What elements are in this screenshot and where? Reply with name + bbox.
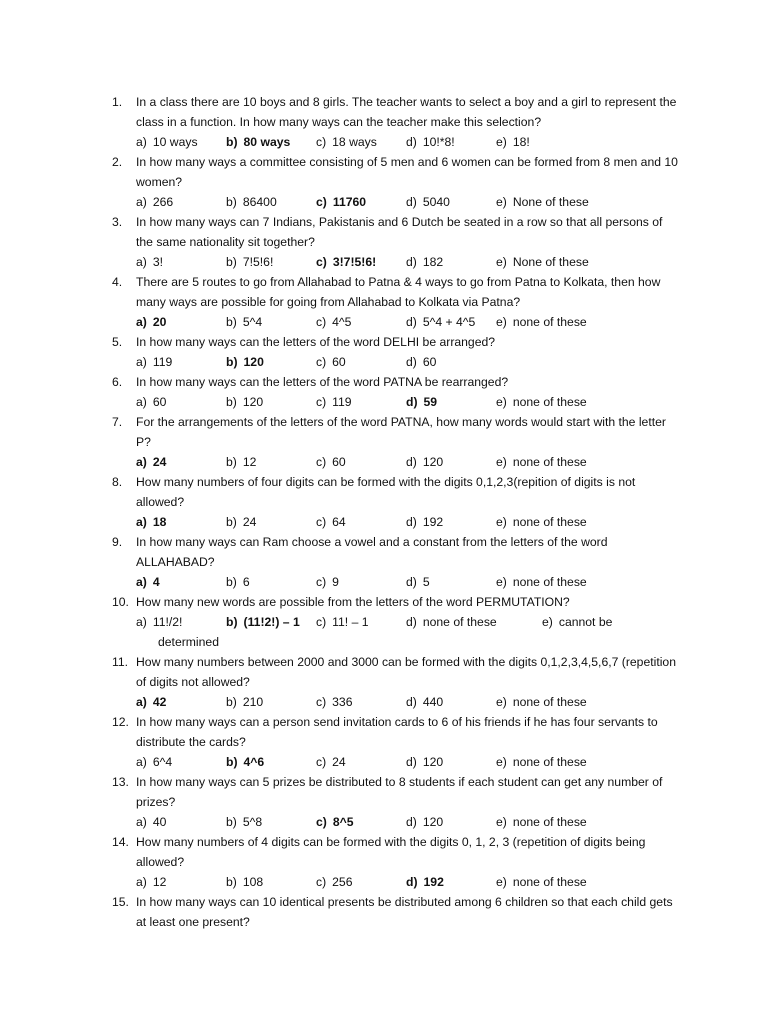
option-e	[496, 392, 587, 412]
option-e	[496, 192, 589, 212]
answer-options	[0, 192, 768, 212]
question-text: In how many ways can 10 identical presents be distributed among 6 children so that each child gets at least one present?	[136, 895, 673, 929]
option-value: none of these	[512, 315, 587, 329]
question-number: 3.	[112, 215, 123, 229]
question-2	[0, 152, 768, 212]
answer-options	[0, 392, 768, 412]
option-c	[316, 612, 369, 632]
option-value: 11! – 1	[332, 615, 369, 629]
option-label: c)	[316, 395, 327, 409]
question-number: 12.	[112, 715, 129, 729]
option-label: e)	[496, 195, 507, 209]
answer-options	[0, 572, 768, 592]
question-text: How many new words are possible from the letters of the word PERMUTATION?	[136, 595, 570, 609]
option-value: 120	[422, 755, 444, 769]
option-c	[316, 132, 377, 152]
option-label: e)	[542, 615, 553, 629]
option-d	[406, 612, 497, 632]
option-label: a)	[136, 455, 147, 469]
option-d	[406, 192, 450, 212]
option-value: 5^8	[242, 815, 263, 829]
option-c	[316, 512, 346, 532]
option-b	[226, 612, 300, 632]
option-value: 120	[422, 455, 444, 469]
option-b	[226, 312, 262, 332]
option-label: b)	[226, 395, 237, 409]
option-d	[406, 512, 443, 532]
question-15	[0, 892, 768, 932]
question-text: How many numbers between 2000 and 3000 can be formed with the digits 0,1,2,3,4,5,6,7 (repetition of digits not allowed?	[136, 655, 676, 689]
option-label: a)	[136, 615, 147, 629]
option-c	[316, 312, 351, 332]
option-value: 12	[152, 875, 167, 889]
option-a	[136, 252, 163, 272]
option-b	[226, 692, 263, 712]
option-label: e)	[496, 135, 507, 149]
option-value: 4	[152, 575, 160, 589]
option-label: d)	[406, 355, 417, 369]
answer-options	[0, 252, 768, 272]
option-a	[136, 812, 166, 832]
option-label: b)	[226, 755, 238, 769]
option-label: d)	[406, 575, 417, 589]
option-value: 192	[422, 515, 444, 529]
question-text: In a class there are 10 boys and 8 girls. The teacher wants to select a boy and a girl to represent the class in a function. In how many ways can the teacher make this selection?	[136, 95, 677, 129]
option-label: b)	[226, 135, 238, 149]
question-number: 10.	[112, 595, 129, 609]
option-value: 5^4	[242, 315, 263, 329]
option-c	[316, 812, 354, 832]
option-label: b)	[226, 875, 237, 889]
option-c	[316, 192, 366, 212]
option-c	[316, 752, 346, 772]
option-value: None of these	[512, 255, 589, 269]
option-value: 40	[152, 815, 167, 829]
option-value: (11!2!) – 1	[243, 615, 300, 629]
option-value: 120	[422, 815, 444, 829]
answer-options	[0, 692, 768, 712]
question-number: 13.	[112, 775, 129, 789]
option-label: c)	[316, 875, 327, 889]
option-value: cannot be	[558, 615, 613, 629]
question-number: 15.	[112, 895, 129, 909]
option-value: 64	[332, 515, 346, 529]
question-text: For the arrangements of the letters of the word PATNA, how many words would start with the letter P?	[136, 415, 666, 449]
option-label: c)	[316, 615, 327, 629]
option-label: d)	[406, 875, 418, 889]
option-value: 10 ways	[152, 135, 198, 149]
option-label: b)	[226, 815, 237, 829]
option-a	[136, 612, 182, 632]
answer-options	[0, 872, 768, 892]
question-9	[0, 532, 768, 592]
option-value: 60	[422, 355, 437, 369]
option-label: c)	[316, 515, 327, 529]
option-value: 256	[332, 875, 353, 889]
option-b	[226, 352, 264, 372]
option-e	[496, 252, 589, 272]
option-value: 3!7!5!6!	[332, 255, 377, 269]
question-number: 5.	[112, 335, 123, 349]
option-label: d)	[406, 195, 417, 209]
option-value: 192	[423, 875, 444, 889]
option-label: b)	[226, 455, 237, 469]
question-number: 11.	[112, 655, 129, 669]
option-label: c)	[316, 135, 327, 149]
option-value: 80 ways	[243, 135, 291, 149]
option-label: d)	[406, 315, 417, 329]
option-value: 119	[332, 395, 352, 409]
option-b	[226, 512, 256, 532]
option-label: a)	[136, 875, 147, 889]
answer-options	[0, 752, 768, 772]
option-c	[316, 392, 352, 412]
option-d	[406, 692, 443, 712]
option-label: e)	[496, 575, 507, 589]
option-label: a)	[136, 395, 147, 409]
option-value: 59	[423, 395, 438, 409]
question-1	[0, 92, 768, 152]
option-b	[226, 872, 263, 892]
option-b	[226, 812, 262, 832]
option-label: a)	[136, 575, 147, 589]
question-10	[0, 592, 768, 652]
option-value: 7!5!6!	[242, 255, 274, 269]
option-b	[226, 752, 264, 772]
option-value: 5	[422, 575, 430, 589]
option-a	[136, 132, 198, 152]
question-text: How many numbers of four digits can be formed with the digits 0,1,2,3(repition of digits is not allowed?	[136, 475, 636, 509]
option-label: c)	[316, 755, 327, 769]
option-d	[406, 352, 436, 372]
question-5	[0, 332, 768, 372]
option-e	[496, 312, 587, 332]
option-a	[136, 872, 166, 892]
option-e	[496, 572, 587, 592]
option-c	[316, 572, 339, 592]
option-label: e)	[496, 755, 507, 769]
option-c	[316, 872, 353, 892]
option-value: none of these	[512, 815, 587, 829]
option-a	[136, 452, 166, 472]
question-list	[0, 92, 768, 932]
option-a	[136, 512, 166, 532]
question-number: 14.	[112, 835, 129, 849]
option-value: None of these	[512, 195, 589, 209]
option-value: 5^4 + 4^5	[422, 315, 476, 329]
option-b	[226, 452, 256, 472]
option-value: 119	[152, 355, 173, 369]
option-b	[226, 392, 263, 412]
option-e	[542, 612, 612, 632]
question-number: 7.	[112, 415, 123, 429]
option-label: b)	[226, 255, 237, 269]
option-value: 24	[242, 515, 257, 529]
question-text: In how many ways can Ram choose a vowel and a constant from the letters of the word ALLAHABAD?	[136, 535, 608, 569]
option-value: 10!*8!	[422, 135, 455, 149]
option-b	[226, 132, 290, 152]
option-label: d)	[406, 395, 418, 409]
option-b	[226, 192, 277, 212]
option-c	[316, 452, 346, 472]
answer-options	[0, 312, 768, 332]
question-6	[0, 372, 768, 412]
option-e	[496, 812, 587, 832]
option-label: e)	[496, 815, 507, 829]
option-value: 108	[242, 875, 264, 889]
question-number: 1.	[112, 95, 123, 109]
option-d	[406, 312, 475, 332]
option-label: c)	[316, 455, 327, 469]
option-e	[496, 452, 587, 472]
option-value: 3!	[152, 255, 164, 269]
option-a	[136, 572, 160, 592]
question-text: There are 5 routes to go from Allahabad to Patna & 4 ways to go from Patna to Kolkata, then how many ways are possible for going from Allahabad to Kolkata via Patna?	[136, 275, 661, 309]
option-b	[226, 572, 250, 592]
option-label: c)	[316, 255, 327, 269]
option-a	[136, 752, 172, 772]
option-b	[226, 252, 273, 272]
option-a	[136, 312, 166, 332]
option-value: 12	[242, 455, 257, 469]
option-label: a)	[136, 695, 147, 709]
question-text: In how many ways a committee consisting of 5 men and 6 women can be formed from 8 men and 10 women?	[136, 155, 678, 189]
question-text: In how many ways can 5 prizes be distributed to 8 students if each student can get any number of prizes?	[136, 775, 663, 809]
question-3	[0, 212, 768, 272]
answer-options	[0, 612, 768, 632]
option-label: a)	[136, 315, 147, 329]
question-12	[0, 712, 768, 772]
option-label: a)	[136, 815, 147, 829]
option-label: c)	[316, 195, 327, 209]
option-e	[496, 692, 587, 712]
option-value: 336	[332, 695, 353, 709]
option-value: 11760	[332, 195, 367, 209]
option-label: c)	[316, 695, 327, 709]
question-text: In how many ways can the letters of the word DELHI be arranged?	[136, 335, 496, 349]
option-label: d)	[406, 255, 417, 269]
option-label: b)	[226, 315, 237, 329]
option-label: a)	[136, 755, 147, 769]
option-d	[406, 392, 437, 412]
option-d	[406, 572, 430, 592]
option-value: 18	[152, 515, 167, 529]
option-label: b)	[226, 515, 237, 529]
option-wrap-text: determined	[158, 635, 219, 649]
option-d	[406, 252, 443, 272]
option-e	[496, 752, 587, 772]
question-4	[0, 272, 768, 332]
option-value: 6	[242, 575, 250, 589]
option-value: 440	[422, 695, 444, 709]
option-d	[406, 452, 443, 472]
option-label: d)	[406, 755, 417, 769]
option-label: e)	[496, 255, 507, 269]
option-value: 210	[242, 695, 264, 709]
option-value: 18!	[512, 135, 530, 149]
option-label: e)	[496, 395, 507, 409]
option-value: 266	[152, 195, 174, 209]
option-label: e)	[496, 315, 507, 329]
option-a	[136, 692, 166, 712]
option-label: a)	[136, 135, 147, 149]
option-value: 120	[242, 395, 264, 409]
option-c	[316, 352, 346, 372]
option-value: 120	[243, 355, 264, 369]
question-8	[0, 472, 768, 532]
option-value: 5040	[422, 195, 450, 209]
option-value: 20	[152, 315, 167, 329]
question-number: 9.	[112, 535, 123, 549]
option-e	[496, 512, 587, 532]
question-14	[0, 832, 768, 892]
option-value: 4^6	[243, 755, 265, 769]
option-e	[496, 132, 530, 152]
option-label: b)	[226, 355, 238, 369]
question-number: 2.	[112, 155, 123, 169]
option-value: 24	[332, 755, 346, 769]
question-text: In how many ways can a person send invitation cards to 6 of his friends if he has four servants to distribute the cards?	[136, 715, 658, 749]
option-label: a)	[136, 355, 147, 369]
option-value: none of these	[512, 755, 587, 769]
option-value: 8^5	[332, 815, 354, 829]
option-a	[136, 352, 172, 372]
option-d	[406, 872, 444, 892]
answer-options	[0, 452, 768, 472]
option-value: 42	[152, 695, 167, 709]
question-13	[0, 772, 768, 832]
option-c	[316, 692, 353, 712]
question-text: In how many ways can the letters of the word PATNA be rearranged?	[136, 375, 509, 389]
option-value: 60	[332, 355, 346, 369]
answer-options	[0, 352, 768, 372]
option-value: 4^5	[332, 315, 352, 329]
answer-options	[0, 132, 768, 152]
option-label: e)	[496, 515, 507, 529]
option-value: 9	[332, 575, 339, 589]
question-number: 4.	[112, 275, 123, 289]
option-label: d)	[406, 695, 417, 709]
option-label: b)	[226, 695, 237, 709]
option-value: none of these	[512, 875, 587, 889]
question-text: In how many ways can 7 Indians, Pakistanis and 6 Dutch be seated in a row so that all persons of the same nationality sit together?	[136, 215, 663, 249]
option-a	[136, 192, 173, 212]
option-e	[496, 872, 587, 892]
option-value: none of these	[512, 395, 587, 409]
option-label: c)	[316, 315, 327, 329]
answer-options	[0, 812, 768, 832]
option-label: e)	[496, 455, 507, 469]
option-label: d)	[406, 135, 417, 149]
option-label: d)	[406, 455, 417, 469]
question-number: 6.	[112, 375, 123, 389]
question-11	[0, 652, 768, 712]
option-value: 18 ways	[332, 135, 377, 149]
option-a	[136, 392, 166, 412]
option-value: 11!/2!	[152, 615, 183, 629]
option-label: a)	[136, 255, 147, 269]
option-value: 24	[152, 455, 167, 469]
option-value: 6^4	[152, 755, 173, 769]
option-value: 182	[422, 255, 444, 269]
option-d	[406, 752, 443, 772]
option-c	[316, 252, 376, 272]
option-d	[406, 132, 455, 152]
answer-options	[0, 512, 768, 532]
option-label: c)	[316, 355, 327, 369]
option-value: 86400	[242, 195, 277, 209]
option-label: b)	[226, 575, 237, 589]
option-value: none of these	[512, 695, 587, 709]
option-value: none of these	[512, 575, 587, 589]
option-d	[406, 812, 443, 832]
option-label: d)	[406, 815, 417, 829]
option-label: b)	[226, 615, 238, 629]
option-value: none of these	[512, 455, 587, 469]
option-label: c)	[316, 575, 327, 589]
option-value: none of these	[512, 515, 587, 529]
option-label: c)	[316, 815, 327, 829]
question-7	[0, 412, 768, 472]
option-label: e)	[496, 695, 507, 709]
option-value: 60	[332, 455, 346, 469]
option-value: none of these	[422, 615, 497, 629]
question-number: 8.	[112, 475, 123, 489]
option-value: 60	[152, 395, 167, 409]
option-label: d)	[406, 615, 417, 629]
option-label: a)	[136, 195, 147, 209]
option-label: b)	[226, 195, 237, 209]
option-label: a)	[136, 515, 147, 529]
question-text: How many numbers of 4 digits can be formed with the digits 0, 1, 2, 3 (repetition of digits being allowed?	[136, 835, 646, 869]
option-label: d)	[406, 515, 417, 529]
option-label: e)	[496, 875, 507, 889]
